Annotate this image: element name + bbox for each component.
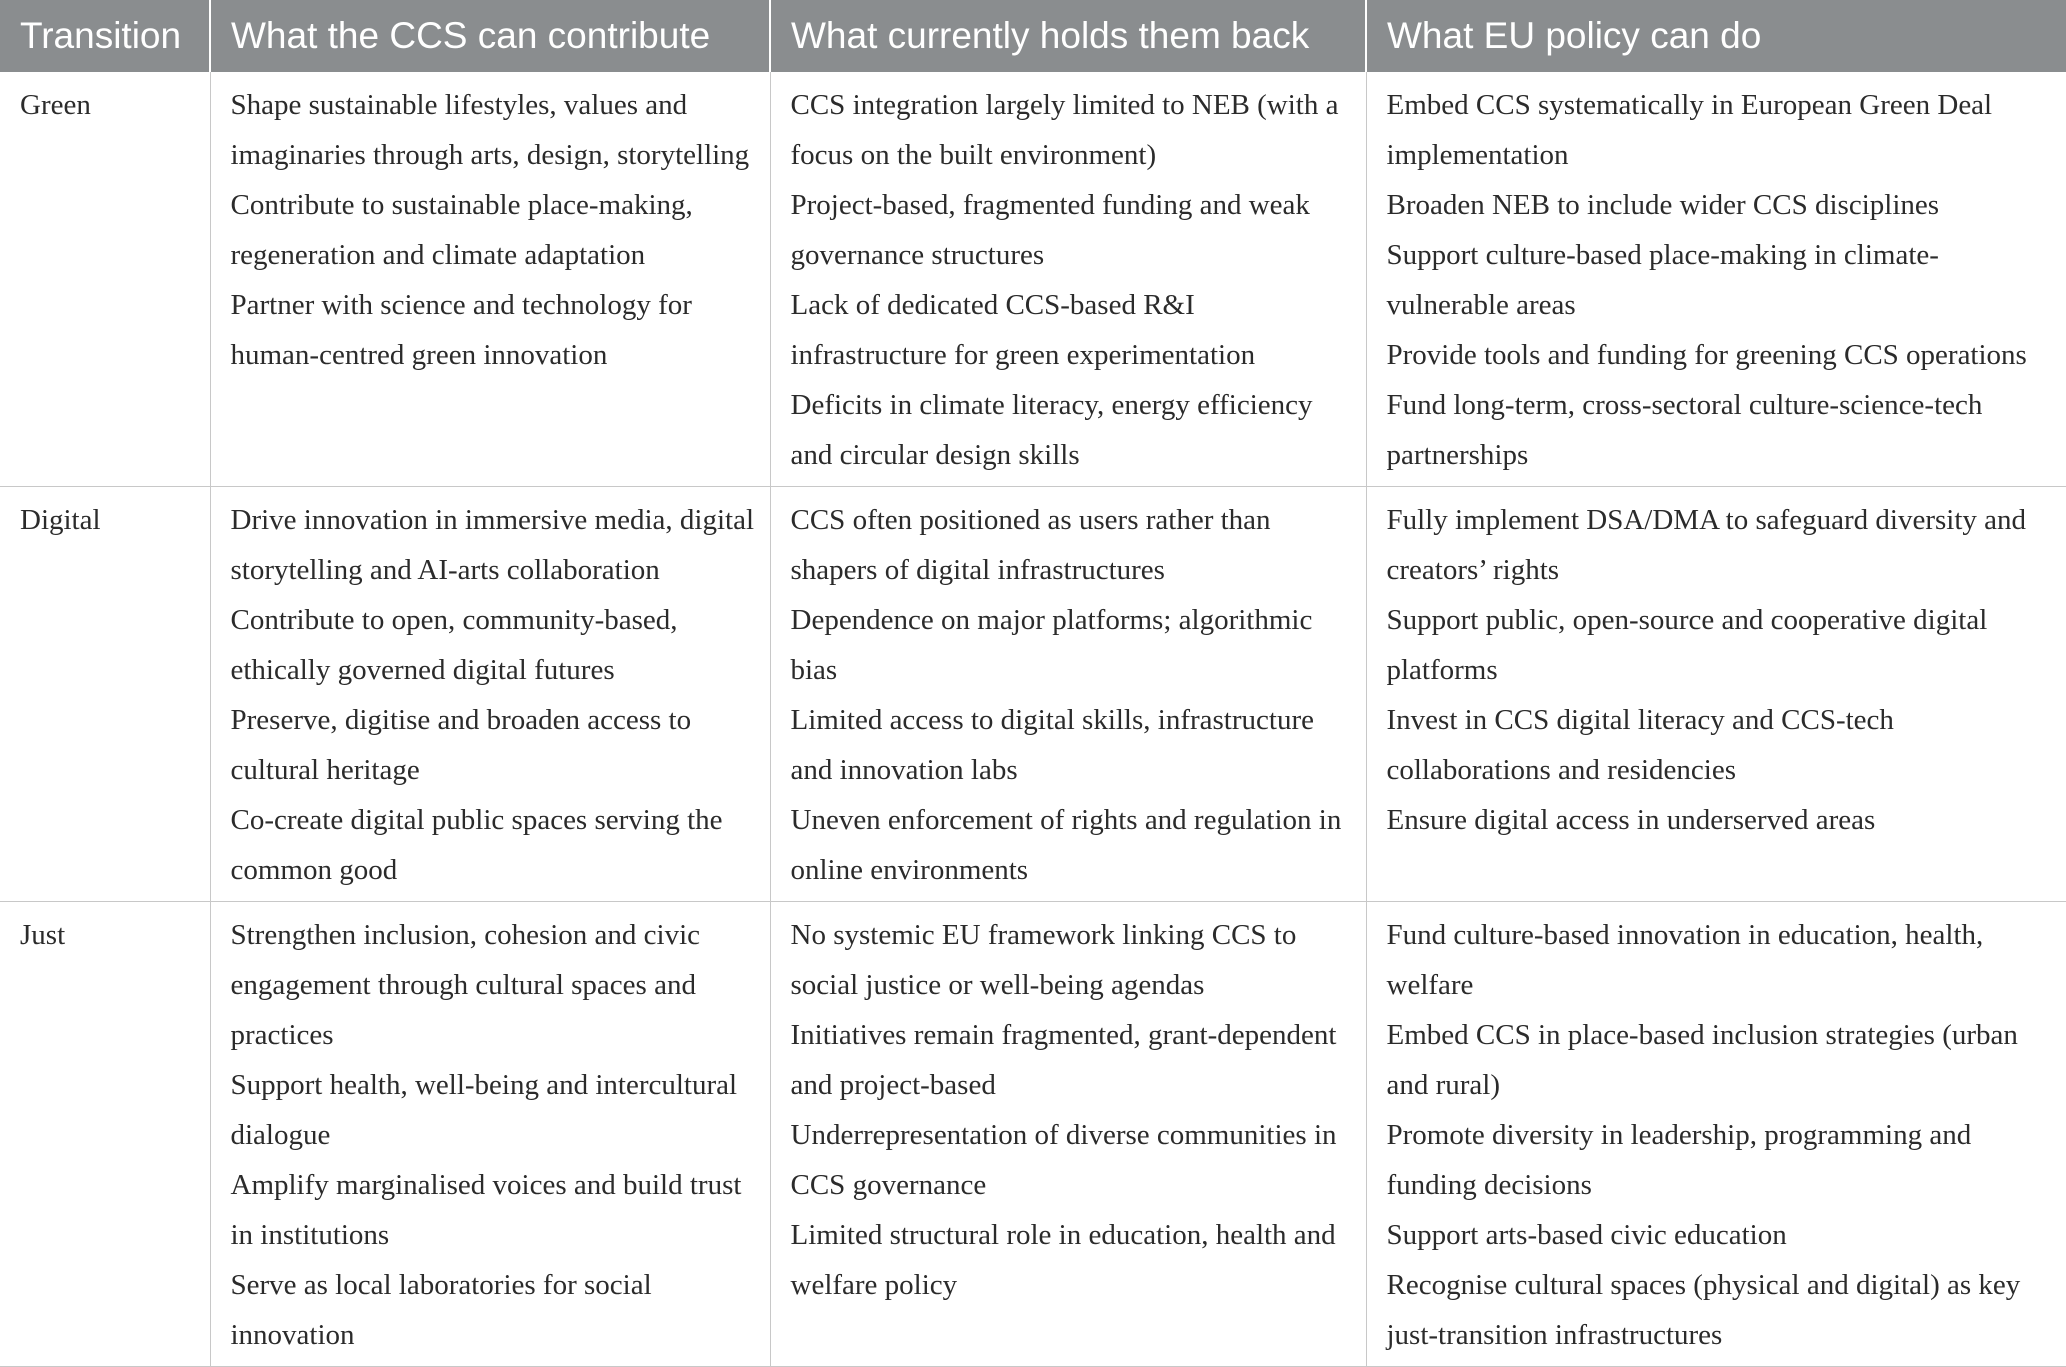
list-item: CCS often positioned as users rather than shapers of digital infrastructures bbox=[790, 504, 1271, 586]
list-item: Invest in CCS digital literacy and CCS-tech collaborations and residencies bbox=[1386, 704, 1894, 786]
list-item: Support arts-based civic education bbox=[1386, 1219, 1787, 1251]
list-item: Project-based, fragmented funding and weak governance structures bbox=[790, 189, 1310, 271]
list-item: Partner with science and technology for human-centred green innovation bbox=[230, 289, 692, 371]
list-item: Provide tools and funding for greening CCS operations bbox=[1386, 339, 2027, 371]
contribute-cell bbox=[210, 902, 770, 1367]
list-item: Limited access to digital skills, infrastructure and innovation labs bbox=[790, 704, 1314, 786]
header-holds-back: What currently holds them back bbox=[770, 0, 1366, 72]
eu-policy-cell bbox=[1366, 487, 2066, 902]
list-item: CCS integration largely limited to NEB (with a focus on the built environment) bbox=[790, 89, 1339, 171]
contribute-cell bbox=[210, 487, 770, 902]
list-item: Embed CCS in place-based inclusion strategies (urban and rural) bbox=[1386, 1019, 2018, 1101]
holds-back-cell bbox=[770, 902, 1366, 1367]
list-item: Serve as local laboratories for social innovation bbox=[230, 1269, 652, 1351]
list-item: Initiatives remain fragmented, grant-dependent and project-based bbox=[790, 1019, 1337, 1101]
list-item: Contribute to open, community-based, ethically governed digital futures bbox=[230, 604, 678, 686]
list-item: Fund culture-based innovation in education, health, welfare bbox=[1386, 919, 1984, 1001]
table-row-green bbox=[0, 72, 2066, 487]
list-item: Limited structural role in education, health and welfare policy bbox=[790, 1219, 1336, 1301]
list-item: Broaden NEB to include wider CCS disciplines bbox=[1386, 189, 1940, 221]
header-transition: Transition bbox=[0, 0, 210, 72]
table-row-digital bbox=[0, 487, 2066, 902]
list-item: Promote diversity in leadership, programming and funding decisions bbox=[1386, 1119, 1972, 1201]
eu-policy-cell bbox=[1366, 902, 2066, 1367]
list-item: Deficits in climate literacy, energy efficiency and circular design skills bbox=[790, 389, 1313, 471]
transition-cell: Green bbox=[0, 72, 210, 487]
transition-cell: Just bbox=[0, 902, 210, 1367]
header-contribute: What the CCS can contribute bbox=[210, 0, 770, 72]
list-item: Preserve, digitise and broaden access to cultural heritage bbox=[230, 704, 692, 786]
list-item: Strengthen inclusion, cohesion and civic engagement through cultural spaces and practices bbox=[230, 919, 701, 1051]
list-item: Lack of dedicated CCS-based R&I infrastructure for green experimentation bbox=[790, 289, 1256, 371]
list-item: Recognise cultural spaces (physical and digital) as key just-transition infrastructures bbox=[1386, 1269, 2021, 1351]
list-item: Fully implement DSA/DMA to safeguard diversity and creators’ rights bbox=[1386, 504, 2027, 586]
list-item: Support public, open-source and cooperative digital platforms bbox=[1386, 604, 1988, 686]
header-row bbox=[0, 0, 2066, 72]
list-item: Drive innovation in immersive media, digital storytelling and AI-arts collaboration bbox=[230, 504, 755, 586]
list-item: Support health, well-being and intercultural dialogue bbox=[230, 1069, 738, 1151]
list-item: Uneven enforcement of rights and regulation in online environments bbox=[790, 804, 1342, 886]
list-item: Co-create digital public spaces serving the common good bbox=[230, 804, 723, 886]
eu-policy-cell bbox=[1366, 72, 2066, 487]
list-item: No systemic EU framework linking CCS to social justice or well-being agendas bbox=[790, 919, 1297, 1001]
list-item: Fund long-term, cross-sectoral culture-science-tech partnerships bbox=[1386, 389, 1983, 471]
list-item: Shape sustainable lifestyles, values and imaginaries through arts, design, storytelling bbox=[230, 89, 750, 171]
list-item: Underrepresentation of diverse communities in CCS governance bbox=[790, 1119, 1337, 1201]
holds-back-cell bbox=[770, 72, 1366, 487]
list-item: Amplify marginalised voices and build trust in institutions bbox=[230, 1169, 742, 1251]
table-row-just bbox=[0, 902, 2066, 1367]
transition-cell: Digital bbox=[0, 487, 210, 902]
list-item: Ensure digital access in underserved areas bbox=[1386, 804, 1876, 836]
table-body bbox=[0, 72, 2066, 1367]
list-item: Embed CCS systematically in European Green Deal implementation bbox=[1386, 89, 1993, 171]
list-item: Contribute to sustainable place-making, regeneration and climate adaptation bbox=[230, 189, 693, 271]
header-eu-policy: What EU policy can do bbox=[1366, 0, 2066, 72]
table-header bbox=[0, 0, 2066, 72]
holds-back-cell bbox=[770, 487, 1366, 902]
contribute-cell bbox=[210, 72, 770, 487]
list-item: Dependence on major platforms; algorithmic bias bbox=[790, 604, 1313, 686]
list-item: Support culture-based place-making in climate-vulnerable areas bbox=[1386, 239, 1939, 321]
